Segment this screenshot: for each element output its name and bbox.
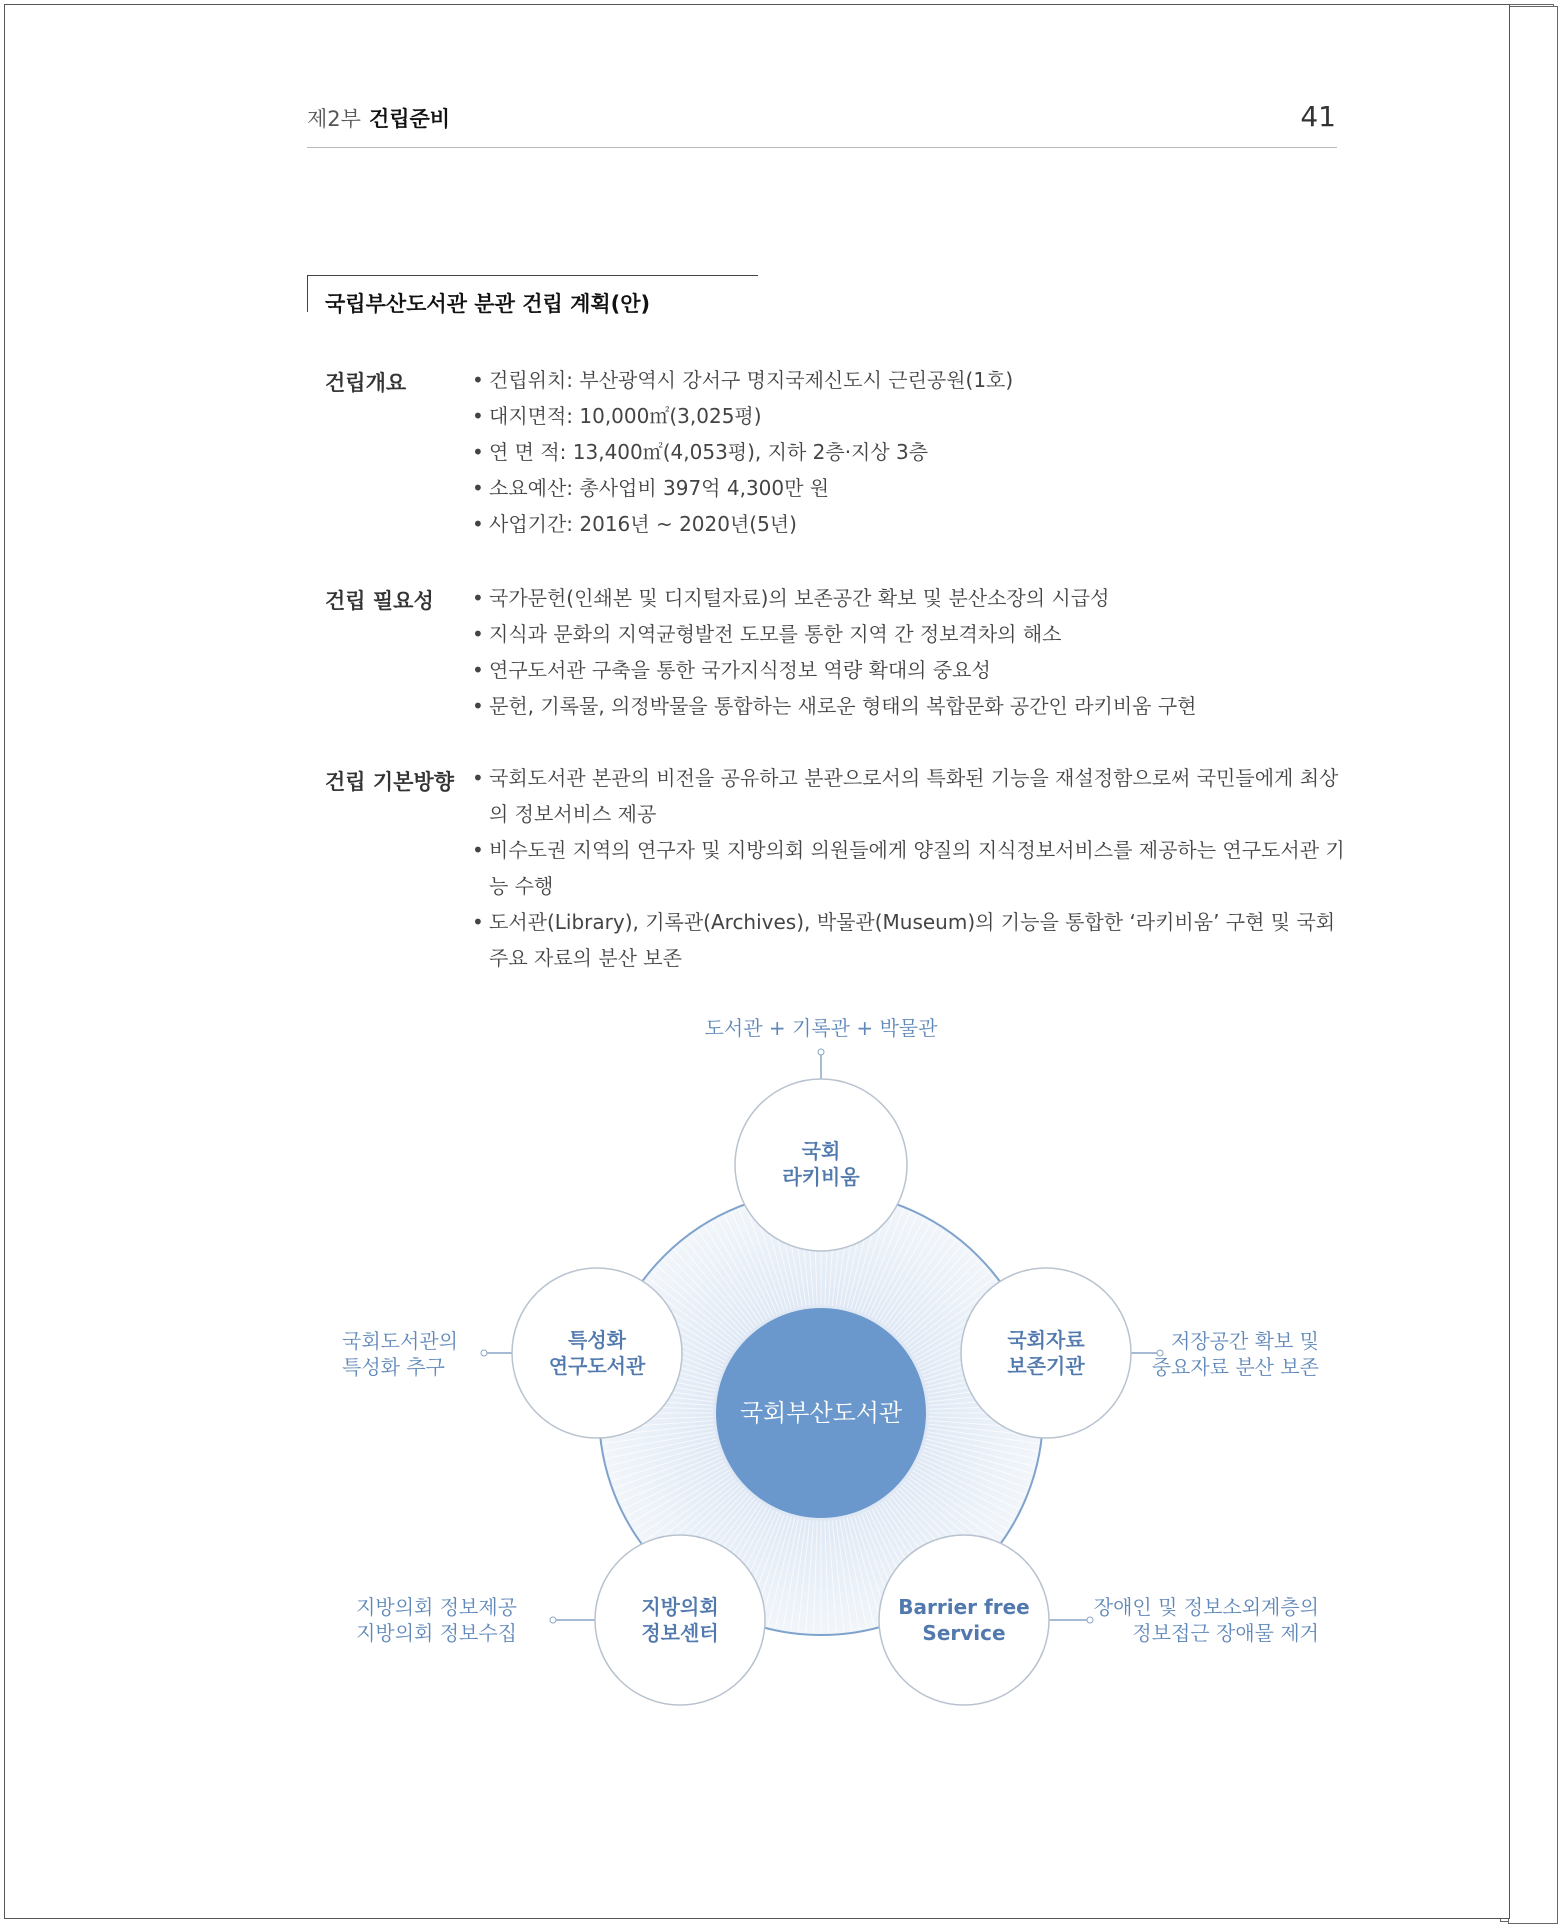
list-item: • 연구도서관 구축을 통한 국가지식정보 역량 확대의 중요성 <box>472 652 1349 688</box>
list-item: • 국가문헌(인쇄본 및 디지털자료)의 보존공간 확보 및 분산소장의 시급성 <box>472 580 1349 616</box>
list-item: • 대지면적: 10,000㎡(3,025평) <box>472 398 1349 434</box>
node-label: 국회자료 <box>1007 1328 1085 1352</box>
section-label-direction: 건립 기본방향 <box>325 770 455 794</box>
node-desc: 중요자료 분산 보존 <box>1151 1355 1319 1379</box>
node-label: Service <box>922 1621 1006 1645</box>
node-circle-local-council <box>595 1535 765 1705</box>
node-circle-barrier-free <box>879 1535 1049 1705</box>
list-item: • 소요예산: 총사업비 397억 4,300만 원 <box>472 470 1349 506</box>
list-item: • 비수도권 지역의 연구자 및 지방의회 의원들에게 양질의 지식정보서비스를 제공하는 연구도서관 기능 수행 <box>472 832 1349 904</box>
node-desc: 도서관 + 기록관 + 박물관 <box>704 1016 938 1040</box>
node-label: 지방의회 <box>641 1595 719 1619</box>
node-label: 보존기관 <box>1007 1354 1085 1378</box>
node-label: 특성화 <box>568 1328 626 1352</box>
list-item: • 건립위치: 부산광역시 강서구 명지국제신도시 근린공원(1호) <box>472 362 1349 398</box>
connector-dot <box>1087 1617 1093 1623</box>
node-desc: 저장공간 확보 및 <box>1171 1329 1319 1353</box>
section-label-necessity: 건립 필요성 <box>325 589 434 613</box>
list-item: • 지식과 문화의 지역균형발전 도모를 통한 지역 간 정보격차의 해소 <box>472 616 1349 652</box>
node-desc: 지방의회 정보수집 <box>356 1621 517 1645</box>
node-desc: 장애인 및 정보소외계층의 <box>1093 1595 1319 1619</box>
section-label-overview: 건립개요 <box>325 371 407 395</box>
node-desc: 특성화 추구 <box>342 1355 445 1379</box>
node-label: 라키비움 <box>782 1165 860 1189</box>
part-label: 제2부 <box>307 107 361 131</box>
node-desc: 지방의회 정보제공 <box>356 1595 517 1619</box>
connector-dot <box>550 1617 556 1623</box>
connector-dot <box>818 1049 824 1055</box>
node-desc: 정보접근 장애물 제거 <box>1132 1621 1319 1645</box>
list-item: • 문헌, 기록물, 의정박물을 통합하는 새로운 형태의 복합문화 공간인 라키비움 구현 <box>472 688 1349 724</box>
list-item: • 국회도서관 본관의 비전을 공유하고 분관으로서의 특화된 기능을 재설정함으로써 국민들에게 최상의 정보서비스 제공 <box>472 760 1349 832</box>
node-label: 국회 <box>801 1139 841 1163</box>
center-label: 국회부산도서관 <box>739 1399 903 1427</box>
chapter-title: 건립준비 <box>368 107 451 131</box>
list-item: • 사업기간: 2016년 ~ 2020년(5년) <box>472 506 1349 542</box>
node-label: 정보센터 <box>641 1621 719 1645</box>
list-item: • 도서관(Library), 기록관(Archives), 박물관(Museum)의 기능을 통합한 ‘라키비움’ 구현 및 국회 주요 자료의 분산 보존 <box>472 904 1349 976</box>
node-circle-preservation <box>961 1268 1131 1438</box>
node-label: Barrier free <box>898 1595 1030 1619</box>
node-circle-research-library <box>512 1268 682 1438</box>
plan-title: 국립부산도서관 분관 건립 계획(안) <box>325 292 651 316</box>
connector-dot <box>481 1350 487 1356</box>
node-label: 연구도서관 <box>548 1354 646 1378</box>
node-desc: 국회도서관의 <box>342 1329 458 1353</box>
page-number: 41 <box>1300 100 1336 133</box>
list-item: • 연 면 적: 13,400㎡(4,053평), 지하 2층·지상 3층 <box>472 434 1349 470</box>
